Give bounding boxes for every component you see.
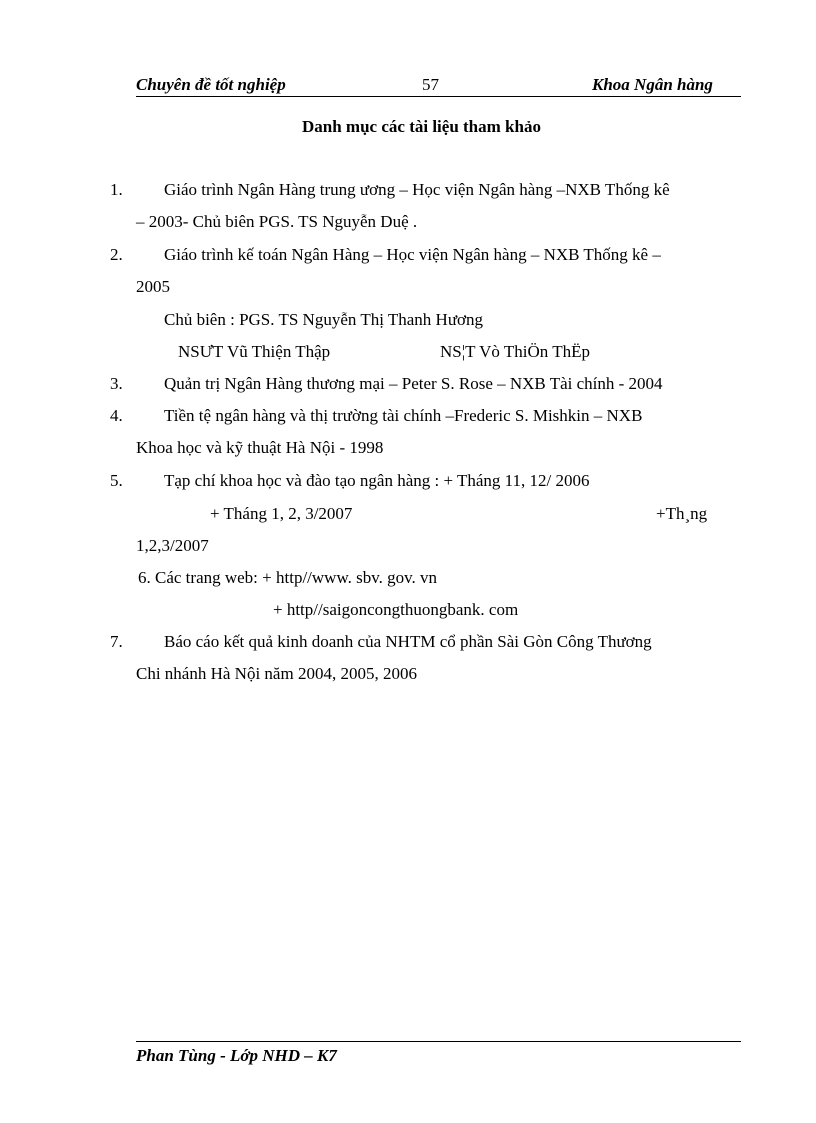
reference-text: Chủ biên : PGS. TS Nguyễn Thị Thanh Hương (164, 310, 484, 329)
reference-number: 3. (110, 374, 123, 393)
page-number: 57 (422, 75, 439, 94)
reference-text: + http//saigoncongthuongbank. com (273, 600, 519, 619)
reference-text: Tạp chí khoa học và đào tạo ngân hàng : + Tháng 11, 12/ 2006 (164, 471, 590, 490)
reference-number: 4. (110, 406, 123, 425)
header-rule (136, 96, 741, 97)
reference-text: Chi nhánh Hà Nội năm 2004, 2005, 2006 (136, 664, 417, 683)
reference-number: 2. (110, 245, 123, 264)
reference-text: 2005 (136, 277, 170, 296)
reference-number: 5. (110, 471, 123, 490)
header-left-title: Chuyên đề tốt nghiệp (136, 75, 286, 94)
reference-number: 1. (110, 180, 123, 199)
reference-text: + Tháng 1, 2, 3/2007 (210, 504, 353, 523)
footer-rule (136, 1041, 741, 1042)
reference-text: +Th¸ng (656, 504, 708, 523)
reference-text: Giáo trình kế toán Ngân Hàng – Học viện Ngân hàng – NXB Thống kê – (164, 245, 661, 264)
reference-text: Quản trị Ngân Hàng thương mại – Peter S. Rose – NXB Tài chính - 2004 (164, 374, 663, 393)
reference-text: – 2003- Chủ biên PGS. TS Nguyễn Duệ . (136, 212, 418, 231)
reference-author: NS¦T Vò ThiÖn ThËp (440, 342, 590, 361)
reference-text: Khoa học và kỹ thuật Hà Nội - 1998 (136, 438, 384, 457)
reference-text: Báo cáo kết quả kinh doanh của NHTM cổ phần Sài Gòn Công Thương (164, 632, 652, 651)
reference-author: NSƯT Vũ Thiện Thập (178, 342, 331, 361)
reference-text: 6. Các trang web: + http//www. sbv. gov. vn (138, 568, 438, 587)
header-right-title: Khoa Ngân hàng (592, 75, 713, 94)
page-title: Danh mục các tài liệu tham khảo (302, 117, 541, 136)
footer-author: Phan Tùng - Lớp NHD – K7 (136, 1046, 337, 1065)
reference-text: Tiền tệ ngân hàng và thị trường tài chính –Frederic S. Mishkin – NXB (164, 406, 643, 425)
reference-text: 1,2,3/2007 (136, 536, 209, 555)
reference-text: Giáo trình Ngân Hàng trung ương – Học viện Ngân hàng –NXB Thống kê (164, 180, 670, 199)
reference-number: 7. (110, 632, 123, 651)
